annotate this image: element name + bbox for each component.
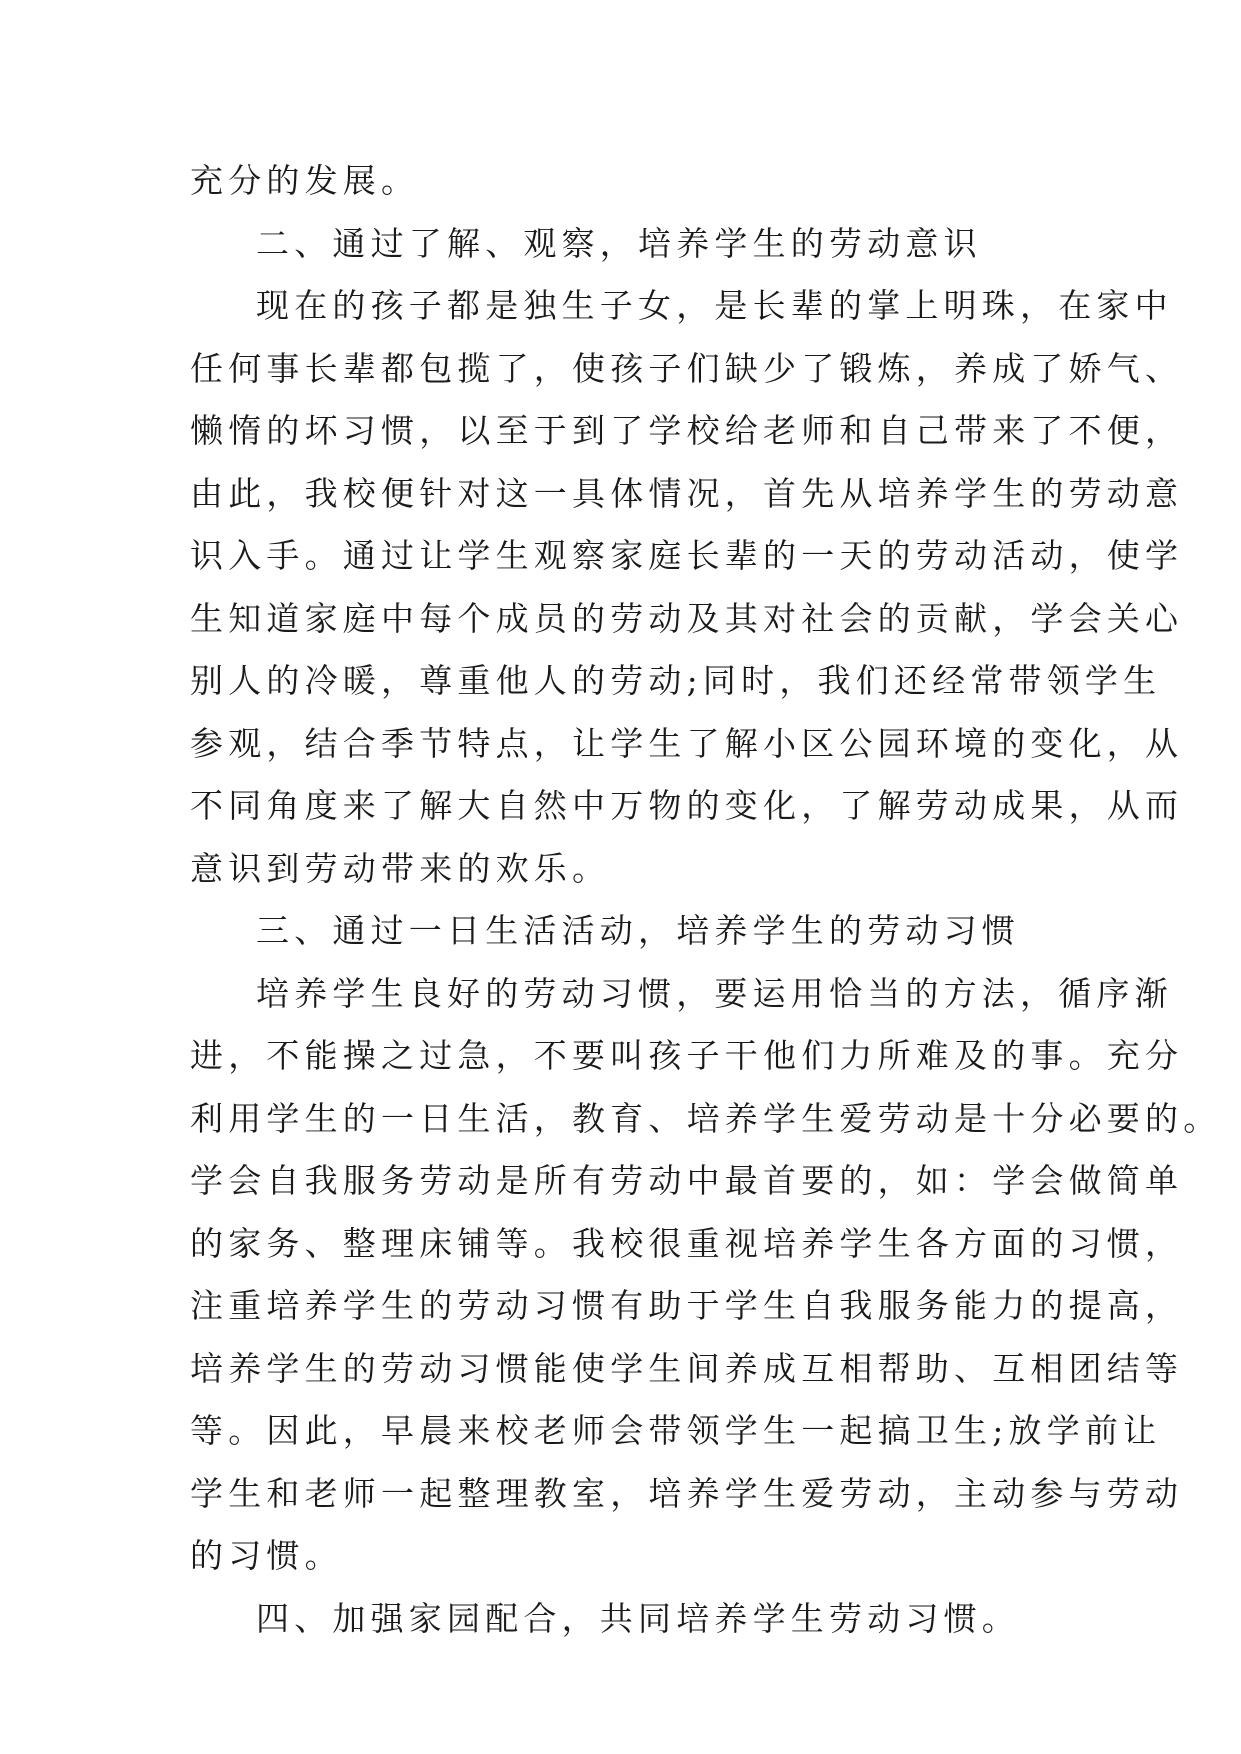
text-line: 不同角度来了解大自然中万物的变化，了解劳动成果，从而 xyxy=(190,786,1184,825)
text-line: 学会自我服务劳动是所有劳动中最首要的，如：学会做简单 xyxy=(190,1161,1184,1200)
text-line: 充分的发展。 xyxy=(190,161,420,200)
section-heading: 四、加强家园配合，共同培养学生劳动习惯。 xyxy=(256,1598,1020,1638)
text-line: 现在的孩子都是独生子女，是长辈的掌上明珠，在家中 xyxy=(256,286,1173,325)
text-line: 生知道家庭中每个成员的劳动及其对社会的贡献，学会关心 xyxy=(190,598,1184,638)
document-body xyxy=(190,150,1222,1650)
text-line: 意识到劳动带来的欢乐。 xyxy=(190,848,611,888)
text-line: 学生和老师一起整理教室，培养学生爱劳动，主动参与劳动 xyxy=(190,1473,1184,1513)
text-line: 参观，结合季节特点，让学生了解小区公园环境的变化，从 xyxy=(190,723,1184,763)
text-line: 利用学生的一日生活，教育、培养学生爱劳动是十分必要的。 xyxy=(190,1098,1222,1138)
text-line: 的家务、整理床铺等。我校很重视培养学生各方面的习惯， xyxy=(190,1223,1184,1263)
text-line: 等。因此，早晨来校老师会带领学生一起搞卫生;放学前让 xyxy=(190,1411,1162,1450)
text-line: 识入手。通过让学生观察家庭长辈的一天的劳动活动，使学 xyxy=(190,536,1184,575)
text-line: 培养学生良好的劳动习惯，要运用恰当的方法，循序渐 xyxy=(256,973,1173,1013)
text-line: 别人的冷暖，尊重他人的劳动;同时，我们还经常带领学生 xyxy=(190,661,1162,700)
text-line: 的习惯。 xyxy=(190,1536,343,1575)
section-heading: 二、通过了解、观察，培养学生的劳动意识 xyxy=(256,223,982,263)
text-line: 培养学生的劳动习惯能使学生间养成互相帮助、互相团结等 xyxy=(190,1348,1184,1388)
section-heading: 三、通过一日生活活动，培养学生的劳动习惯 xyxy=(256,911,1020,950)
text-line: 懒惰的坏习惯，以至于到了学校给老师和自己带来了不便， xyxy=(190,411,1184,450)
text-line: 进，不能操之过急，不要叫孩子干他们力所难及的事。充分 xyxy=(190,1036,1184,1075)
text-line: 注重培养学生的劳动习惯有助于学生自我服务能力的提高， xyxy=(190,1286,1184,1325)
text-line: 任何事长辈都包揽了，使孩子们缺少了锻炼，养成了娇气、 xyxy=(190,348,1184,388)
text-line: 由此，我校便针对这一具体情况，首先从培养学生的劳动意 xyxy=(190,473,1184,513)
